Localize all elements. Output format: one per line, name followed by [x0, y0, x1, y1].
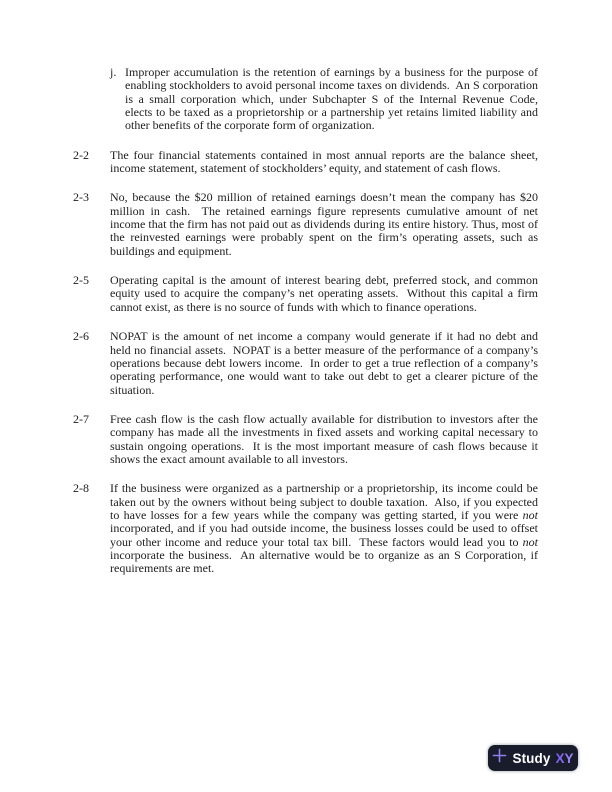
- item-text: Operating capital is the amount of interest bearing debt, preferred stock, and common equity used to acquire the company’s net operating assets. Without this capital a firm cannot exist, as there is no source of funds with which to finance operations.: [110, 273, 538, 314]
- list-item: [73, 413, 538, 466]
- studyxy-logo-badge: [488, 745, 578, 771]
- logo-text: Study: [512, 750, 551, 766]
- list-item: [73, 191, 538, 258]
- item-number: 2-7: [73, 411, 89, 426]
- list-item: [73, 482, 538, 575]
- list-item: [73, 330, 538, 397]
- list-item: [73, 149, 538, 176]
- item-number: j.: [110, 65, 117, 79]
- item-number: 2-2: [73, 147, 89, 162]
- item-text: NOPAT is the amount of net income a company would generate if it had no debt and held no financial assets. NOPAT is a better measure of the performance of a company’s operations because debt lowers income. In order to get a true reflection of a company’s operating performance, one would want to take out debt to get a clearer picture of the situation.: [110, 329, 538, 397]
- item-number: 2-5: [73, 273, 89, 288]
- solutions-content: [73, 66, 538, 576]
- item-number: 2-6: [73, 329, 89, 344]
- list-item: [73, 66, 538, 133]
- item-number: 2-3: [73, 190, 89, 205]
- item-text: Free cash flow is the cash flow actually available for distribution to investors after the company has made all the investments in fixed assets and working capital necessary to sustain ongoing operations. It is the most important measure of cash flows because it shows the exact amount available to all investors.: [110, 411, 538, 466]
- item-text: The four financial statements contained in most annual reports are the balance sheet, income statement, statement of stockholders’ equity, and statement of cash flows.: [110, 147, 538, 176]
- item-text: If the business were organized as a partnership or a proprietorship, its income could be taken out by the owners without being subject to double taxation. Also, if you expected to have losses for a few years while the company was getting started, if you were not incorporated, and if you had outside income, the business losses could be used to offset your other income and reduce your total tax bill. These factors would lead you to not incorporate the business. An alternative would be to organize as an S Corporation, if requirements are met.: [110, 481, 538, 576]
- item-text: Improper accumulation is the retention of earnings by a business for the purpose of enabling stockholders to avoid personal income taxes on dividends. An S corporation is a small corporation which, under Subchapter S of the Internal Revenue Code, elects to be taxed as a proprietorship or a partnership yet retains limited liability and other benefits of the corporate form of organization.: [125, 65, 538, 133]
- item-text: No, because the $20 million of retained earnings doesn’t mean the company has $20 million in cash. The retained earnings figure represents cumulative amount of net income that the firm has not paid out as dividends during its entire history. Thus, most of the reinvested earnings were probably spent on the firm’s operating assets, such as buildings and equipment.: [110, 190, 538, 258]
- item-number: 2-8: [73, 481, 89, 496]
- logo-text-accent: XY: [555, 750, 574, 766]
- list-item: [73, 274, 538, 314]
- plus-icon: [492, 748, 507, 768]
